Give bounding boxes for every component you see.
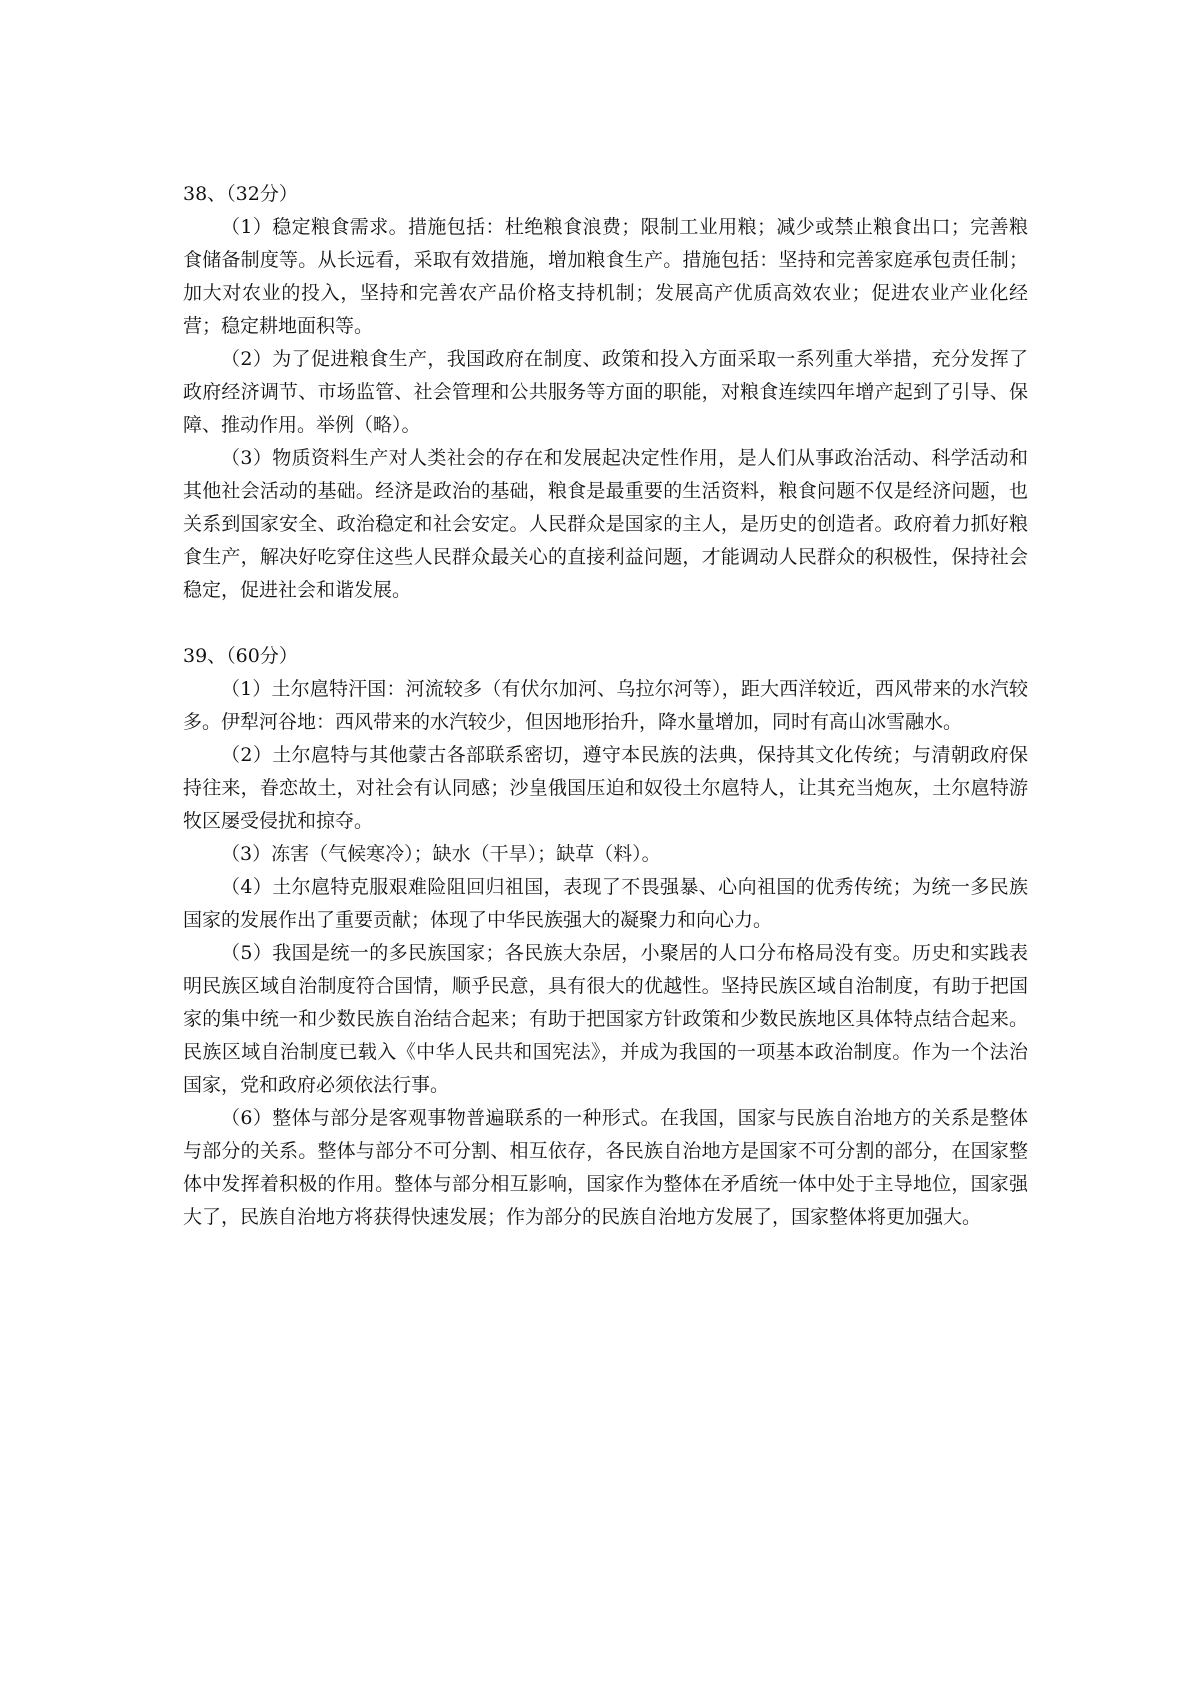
question-39-section: [183, 640, 1028, 1234]
question-38-answer-3: （3）物质资料生产对人类社会的存在和发展起决定性作用，是人们从事政治活动、科学活动和其他社会活动的基础。经济是政治的基础，粮食是最重要的生活资料，粮食问题不仅是经济问题，也关系到国家安全、政治稳定和社会安定。人民群众是国家的主人，是历史的创造者。政府着力抓好粮食生产，解决好吃穿住这些人民群众最关心的直接利益问题，才能调动人民群众的积极性，保持社会稳定，促进社会和谐发展。: [183, 447, 1028, 601]
question-39-answer-3: （3）冻害（气候寒冷）；缺水（干旱）；缺草（料）。: [221, 843, 661, 865]
question-39-answer-5: （5）我国是统一的多民族国家；各民族大杂居，小聚居的人口分布格局没有变。历史和实践表明民族区域自治制度符合国情，顺乎民意，具有很大的优越性。坚持民族区域自治制度，有助于把国家的集中统一和少数民族自治结合起来；有助于把国家方针政策和少数民族地区具体特点结合起来。民族区域自治制度已载入《中华人民共和国宪法》，并成为我国的一项基本政治制度。作为一个法治国家，党和政府必须依法行事。: [183, 942, 1028, 1096]
question-39-answer-6: （6）整体与部分是客观事物普遍联系的一种形式。在我国，国家与民族自治地方的关系是整体与部分的关系。整体与部分不可分割、相互依存，各民族自治地方是国家不可分割的部分，在国家整体中发挥着积极的作用。整体与部分相互影响，国家作为整体在矛盾统一体中处于主导地位，国家强大了，民族自治地方将获得快速发展；作为部分的民族自治地方发展了，国家整体将更加强大。: [183, 1107, 1028, 1228]
question-38-section: [183, 178, 1028, 607]
question-38-heading: 38、（32分）: [183, 183, 298, 205]
question-39-answer-2: （2）土尔扈特与其他蒙古各部联系密切，遵守本民族的法典，保持其文化传统；与清朝政府保持往来，眷恋故土，对社会有认同感；沙皇俄国压迫和奴役土尔扈特人，让其充当炮灰，土尔扈特游牧区屡受侵扰和掠夺。: [183, 744, 1028, 832]
question-39-heading: 39、（60分）: [183, 645, 298, 667]
answer-document: [183, 178, 1028, 1234]
question-38-answer-1: （1）稳定粮食需求。措施包括：杜绝粮食浪费；限制工业用粮；减少或禁止粮食出口；完善粮食储备制度等。从长远看，采取有效措施，增加粮食生产。措施包括：坚持和完善家庭承包责任制；加大对农业的投入，坚持和完善农产品价格支持机制；发展高产优质高效农业；促进农业产业化经营；稳定耕地面积等。: [183, 216, 1028, 337]
question-38-answer-2: （2）为了促进粮食生产，我国政府在制度、政策和投入方面采取一系列重大举措，充分发挥了政府经济调节、市场监管、社会管理和公共服务等方面的职能，对粮食连续四年增产起到了引导、保障、推动作用。举例（略）。: [183, 348, 1028, 436]
question-39-answer-1: （1）土尔扈特汗国：河流较多（有伏尔加河、乌拉尔河等），距大西洋较近，西风带来的水汽较多。伊犁河谷地：西风带来的水汽较少，但因地形抬升，降水量增加，同时有高山冰雪融水。: [183, 678, 1028, 733]
question-39-answer-4: （4）土尔扈特克服艰难险阻回归祖国，表现了不畏强暴、心向祖国的优秀传统；为统一多民族国家的发展作出了重要贡献；体现了中华民族强大的凝聚力和向心力。: [183, 876, 1028, 931]
